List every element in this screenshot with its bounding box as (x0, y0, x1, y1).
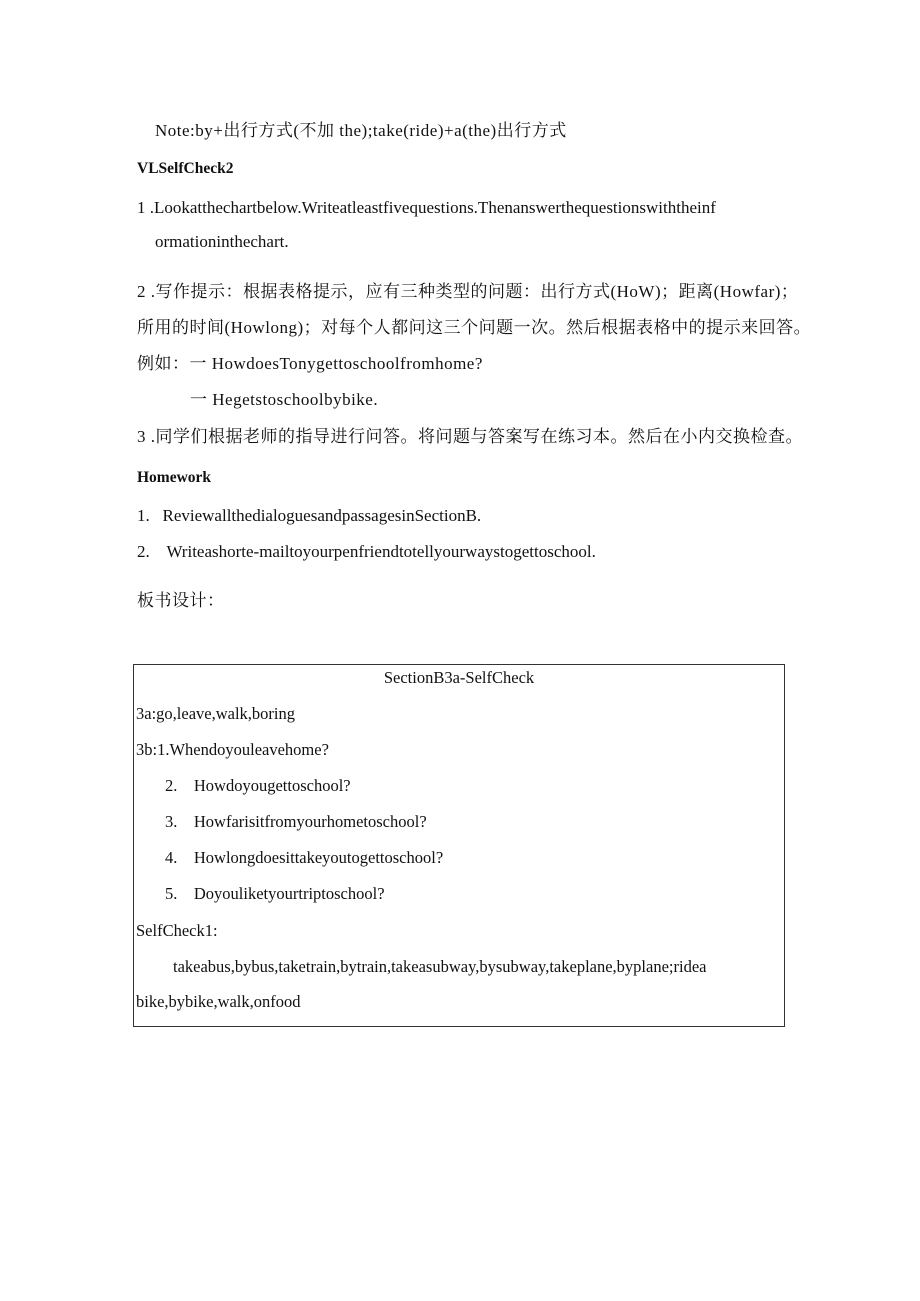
item2-example-question: 例如：一 HowdoesTonygettoschoolfromhome? (137, 354, 483, 373)
board-question-2: 2. Howdoyougettoschool? (165, 776, 351, 795)
item2-line2: 所用的时间(Howlong)；对每个人都问这三个问题一次。然后根据表格中的提示来回答。 (137, 318, 812, 337)
homework-item-1: 1. ReviewallthedialoguesandpassagesinSectionB. (137, 506, 482, 525)
board-line-3b: 3b:1.Whendoyouleavehome? (136, 740, 329, 759)
board-design-label: 板书设计： (137, 591, 225, 610)
item2-example-answer: 一 Hegetstoschoolbybike. (190, 390, 379, 409)
note-line: Note:by+出行方式(不加 the);take(ride)+a(the)出行方式 (155, 121, 567, 140)
section-heading: VLSelfCheck2 (137, 160, 234, 177)
item3-line: 3 .同学们根据老师的指导进行问答。将问题与答案写在练习本。然后在小内交换检查。 (137, 427, 803, 446)
board-question-3: 3. Howfarisitfromyourhometoschool? (165, 812, 427, 831)
item1-line2: ormationinthechart. (155, 232, 289, 251)
board-selfcheck-line1: takeabus,bybus,taketrain,bytrain,takeasubway,bysubway,takeplane,byplane;ridea (173, 957, 707, 976)
board-selfcheck-line2: bike,bybike,walk,onfood (136, 992, 301, 1011)
board-selfcheck-label: SelfCheck1: (136, 921, 218, 940)
item2-line1: 2 .写作提示：根据表格提示，应有三种类型的问题：出行方式(HoW)；距离(Howfar)； (137, 282, 799, 301)
homework-item-2: 2. Writeashorte-mailtoyourpenfriendtotellyourwaystogettoschool. (137, 542, 596, 561)
board-question-5: 5. Doyouliketyourtriptoschool? (165, 884, 385, 903)
board-title: SectionB3a-SelfCheck (383, 668, 535, 687)
item1-line1: 1 .Lookatthechartbelow.Writeatleastfivequestions.Thenanswerthequestionswiththeinf (137, 198, 716, 217)
board-design-box (133, 664, 785, 1027)
board-line-3a: 3a:go,leave,walk,boring (136, 704, 295, 723)
homework-heading: Homework (137, 469, 212, 486)
board-question-4: 4. Howlongdoesittakeyoutogettoschool? (165, 848, 444, 867)
